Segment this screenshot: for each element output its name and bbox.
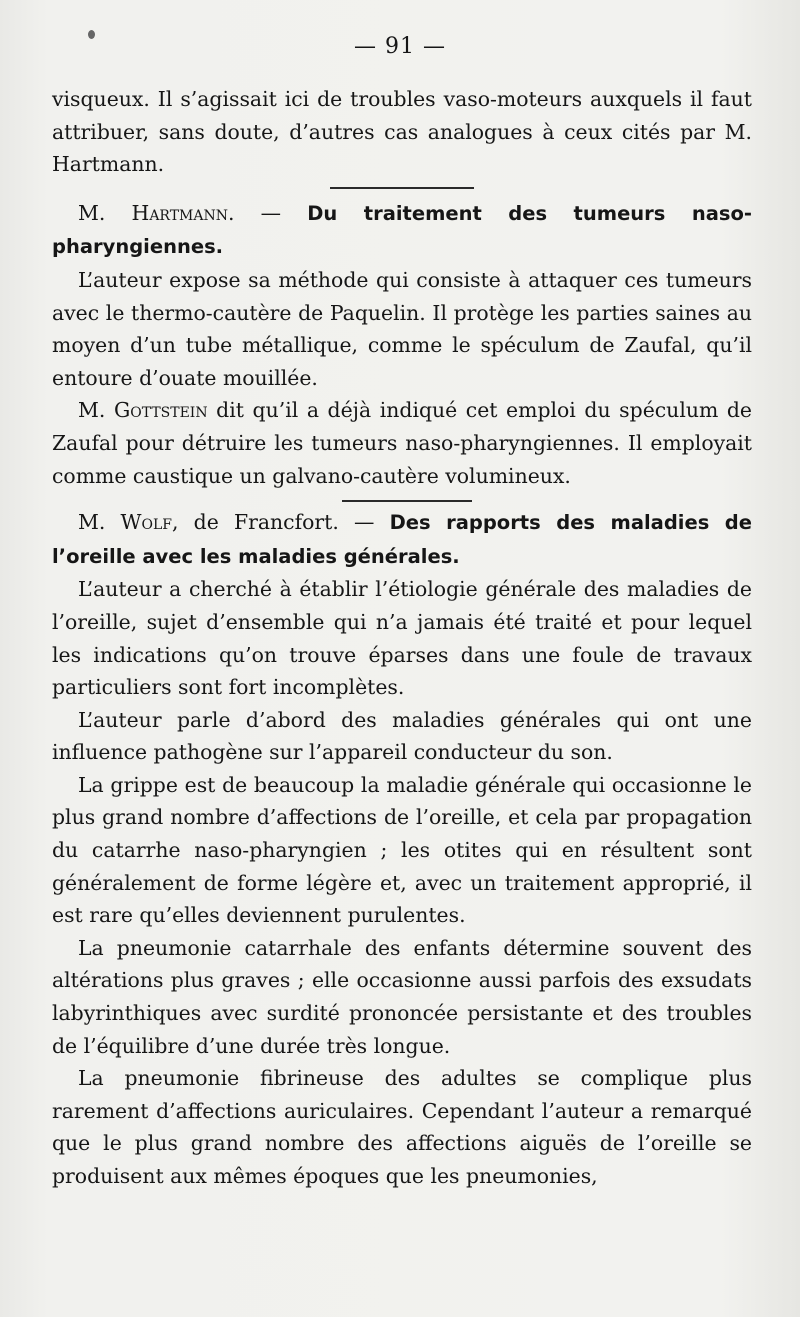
person-name: Gottstein [113,398,208,423]
author-name: Wolf [120,510,172,535]
section-heading: M. Wolf, de Francfort. — Des rapports des maladies de l’oreille avec les maladies générales. [52,510,752,568]
section-divider [342,500,472,502]
author-name: Hartmann [131,200,229,225]
paragraph: La pneumonie catarrhale des enfants détermine souvent des altérations plus graves ; elle occasionne aussi parfois des exsudats labyrinthiques avec surdité prononcée persistante et des troubles de l’équilibre d’une durée très longue. [52,935,752,1058]
section-title: Des rapports des maladies de l’oreille avec les maladies générales. [52,511,752,568]
paragraph: M. Gottstein dit qu’il a déjà indiqué cet emploi du spéculum de Zaufal pour détruire les tumeurs naso-pharyngiennes. Il employait comme caustique un galvano-cautère volumineux. [52,398,753,488]
paragraph: L’auteur a cherché à établir l’étiologie générale des maladies de l’oreille, sujet d’ensemble qui n’a jamais été traité et pour lequel les indications qu’on trouve éparses dans une foule de travaux particuliers sont fort incomplètes. [52,577,752,700]
paragraph: L’auteur expose sa méthode qui consiste à attaquer ces tumeurs avec le thermo-cautère de Paquelin. Il protège les parties saines au moyen d’un tube métallique, comme le spéculum de Zaufal, qu’il entoure d’ouate mouillée. [52,267,752,390]
paragraph: La pneumonie fibrineuse des adultes se complique plus rarement d’affections auriculaires. Cependant l’auteur a remarqué que le plus grand nombre des affections aiguës de l’oreille se produisent aux mêmes époques que les pneumonies, [52,1066,752,1188]
paragraph: visqueux. Il s’agissait ici de troubles vaso-moteurs auxquels il faut attribuer, sans doute, d’autres cas analogues à ceux cités par M. Hartmann. [52,87,752,177]
page-body [52,83,752,1193]
page-number: — 91 — [354,34,446,59]
paragraph: La grippe est de beaucoup la maladie générale qui occasionne le plus grand nombre d’affections de l’oreille, et cela par propagation du catarrhe naso-pharyngien ; les otites qui en résultent sont généralement de forme légère et, avec un traitement approprié, il est rare qu’elles deviennent purulentes. [52,772,752,928]
section-heading: M. Hartmann. — Du traitement des tumeurs naso-pharyngiennes. [52,200,753,259]
section-title: Du traitement des tumeurs naso-pharyngiennes. [52,201,753,259]
paragraph: L’auteur parle d’abord des maladies générales qui ont une influence pathogène sur l’appareil conducteur du son. [52,707,752,765]
section-divider [330,187,474,189]
